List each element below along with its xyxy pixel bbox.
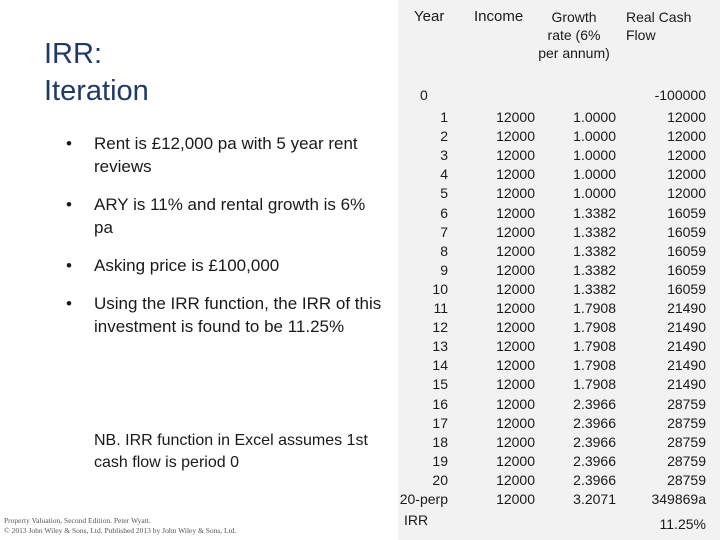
cell-real: -100000 (654, 87, 706, 103)
cell-growth: 1.3382 (573, 204, 616, 221)
bullet-dot-icon: • (66, 134, 72, 153)
cell-real: 28759 (667, 471, 706, 488)
cell-growth: 2.3966 (573, 395, 616, 412)
cell-income: 12000 (496, 128, 535, 145)
irr-label: IRR (404, 512, 429, 528)
cell-year: 15 (432, 376, 448, 393)
bullet-item (66, 254, 386, 277)
cell-real: 12000 (667, 166, 706, 183)
bullet-dot-icon: • (66, 195, 72, 214)
cell-year: 6 (440, 204, 448, 221)
cell-real: 12000 (667, 109, 706, 125)
cell-real: 16059 (667, 280, 706, 297)
bullet-item (66, 132, 386, 178)
cell-real: 21490 (667, 376, 706, 393)
cell-year: 20 (432, 471, 448, 488)
cell-growth: 1.3382 (573, 223, 616, 240)
table-row (398, 280, 720, 299)
bullet-text: ARY is 11% and rental growth is 6% pa (94, 195, 366, 237)
table-row (398, 261, 720, 280)
cell-growth: 1.0000 (573, 128, 616, 145)
cell-year: 20-perp (399, 491, 448, 507)
table-row (398, 452, 720, 471)
cell-growth: 1.7908 (573, 357, 616, 374)
table-row (398, 299, 720, 318)
cell-growth: 3.2071 (573, 491, 616, 507)
cell-real: 21490 (667, 300, 706, 316)
cell-real: 21490 (667, 357, 706, 374)
cell-income: 12000 (496, 414, 535, 431)
cell-real: 349869a (651, 491, 706, 507)
footer-line2: © 2013 John Wiley & Sons, Ltd. Published 2013 by John Wiley & Sons, Ltd. (4, 526, 237, 535)
bullet-dot-icon: • (66, 256, 72, 275)
table-row (398, 318, 720, 337)
cell-year: 1 (440, 109, 448, 125)
cell-growth: 1.0000 (573, 109, 616, 125)
bullet-item (66, 292, 386, 338)
cell-real: 16059 (667, 223, 706, 240)
header-income: Income (474, 8, 524, 25)
cell-real: 16059 (667, 261, 706, 278)
table-row (398, 375, 720, 394)
cell-growth: 2.3966 (573, 452, 616, 469)
cell-real: 28759 (667, 414, 706, 431)
cell-year: 12 (432, 319, 448, 336)
cell-year: 16 (432, 395, 448, 412)
cell-year: 2 (440, 128, 448, 145)
cell-growth: 1.0000 (573, 147, 616, 164)
excel-note: NB. IRR function in Excel assumes 1st cash flow is period 0 (94, 432, 368, 471)
cell-year: 9 (440, 261, 448, 278)
cell-income: 12000 (496, 204, 535, 221)
cell-real: 28759 (667, 433, 706, 450)
cell-real: 12000 (667, 147, 706, 164)
cell-income: 12000 (496, 433, 535, 450)
cell-income: 12000 (496, 223, 535, 240)
cell-real: 16059 (667, 242, 706, 259)
cell-income: 12000 (496, 357, 535, 374)
table-row (398, 242, 720, 261)
table-row (398, 165, 720, 184)
table-row (398, 184, 720, 203)
cell-income: 12000 (496, 471, 535, 488)
cell-real: 12000 (667, 128, 706, 145)
slide-title (44, 36, 149, 110)
cell-real: 21490 (667, 319, 706, 336)
table-row (398, 127, 720, 146)
table-row (398, 356, 720, 375)
header-growth: Growth rate (6% per annum) (538, 9, 610, 61)
cell-year: 17 (432, 414, 448, 431)
table-row (398, 337, 720, 356)
cell-income: 12000 (496, 185, 535, 202)
bullet-text: Asking price is £100,000 (94, 256, 280, 275)
bullet-list (66, 132, 386, 353)
table-row (398, 395, 720, 414)
table-row (398, 204, 720, 223)
cell-income: 12000 (496, 147, 535, 164)
bullet-text: Using the IRR function, the IRR of this investment is found to be 11.25% (94, 294, 382, 336)
cell-real: 28759 (667, 395, 706, 412)
cell-growth: 2.3966 (573, 433, 616, 450)
table-row (398, 433, 720, 452)
header-year: Year (414, 8, 445, 25)
footer-line1: Property Valuation, Second Edition. Peter Wyatt. (4, 516, 151, 525)
header-real-cash-flow: Real Cash Flow (626, 9, 692, 43)
cell-year: 14 (432, 357, 448, 374)
cell-growth: 2.3966 (573, 471, 616, 488)
cell-income: 12000 (496, 376, 535, 393)
cell-year: 11 (433, 300, 448, 316)
cash-flow-table (398, 0, 720, 540)
table-row (398, 108, 720, 127)
cell-year: 19 (432, 452, 448, 469)
cell-growth: 1.3382 (573, 261, 616, 278)
table-row (398, 414, 720, 433)
cell-income: 12000 (496, 109, 535, 125)
table-row (398, 471, 720, 490)
cell-real: 16059 (667, 204, 706, 221)
cell-real: 21490 (667, 338, 706, 355)
cell-income: 12000 (496, 338, 535, 355)
cell-income: 12000 (496, 166, 535, 183)
cell-real: 28759 (667, 452, 706, 469)
slide-title-line2: Iteration (44, 75, 149, 107)
cell-income: 12000 (496, 395, 535, 412)
bullet-item (66, 193, 386, 239)
cell-year: 13 (432, 338, 448, 355)
cell-income: 12000 (496, 242, 535, 259)
cell-year: 4 (440, 166, 448, 183)
bullet-dot-icon: • (66, 294, 72, 313)
cell-growth: 1.3382 (573, 280, 616, 297)
cell-year: 10 (432, 280, 448, 297)
irr-value: 11.25% (659, 516, 706, 532)
cell-growth: 1.7908 (573, 338, 616, 355)
cell-growth: 2.3966 (573, 414, 616, 431)
cell-income: 12000 (496, 300, 535, 316)
cell-income: 12000 (496, 280, 535, 297)
cell-growth: 1.0000 (573, 166, 616, 183)
cell-year: 0 (420, 87, 428, 103)
table-row (398, 223, 720, 242)
cell-growth: 1.7908 (573, 319, 616, 336)
footer-credit (4, 516, 304, 536)
cell-growth: 1.7908 (573, 376, 616, 393)
cell-income: 12000 (496, 261, 535, 278)
cell-year: 5 (440, 185, 448, 202)
cell-year: 7 (440, 223, 448, 240)
cell-growth: 1.3382 (573, 242, 616, 259)
cell-year: 8 (440, 242, 448, 259)
table-row (398, 146, 720, 165)
cell-year: 3 (440, 147, 448, 164)
slide-title-line1: IRR: (44, 38, 102, 70)
table-row-initial (398, 86, 720, 105)
cell-growth: 1.7908 (573, 300, 616, 316)
cell-income: 12000 (496, 491, 535, 507)
cell-income: 12000 (496, 452, 535, 469)
bullet-text: Rent is £12,000 pa with 5 year rent reviews (94, 134, 358, 176)
cell-real: 12000 (667, 185, 706, 202)
cell-growth: 1.0000 (573, 185, 616, 202)
cell-income: 12000 (496, 319, 535, 336)
table-row (398, 490, 720, 509)
cell-year: 18 (432, 433, 448, 450)
